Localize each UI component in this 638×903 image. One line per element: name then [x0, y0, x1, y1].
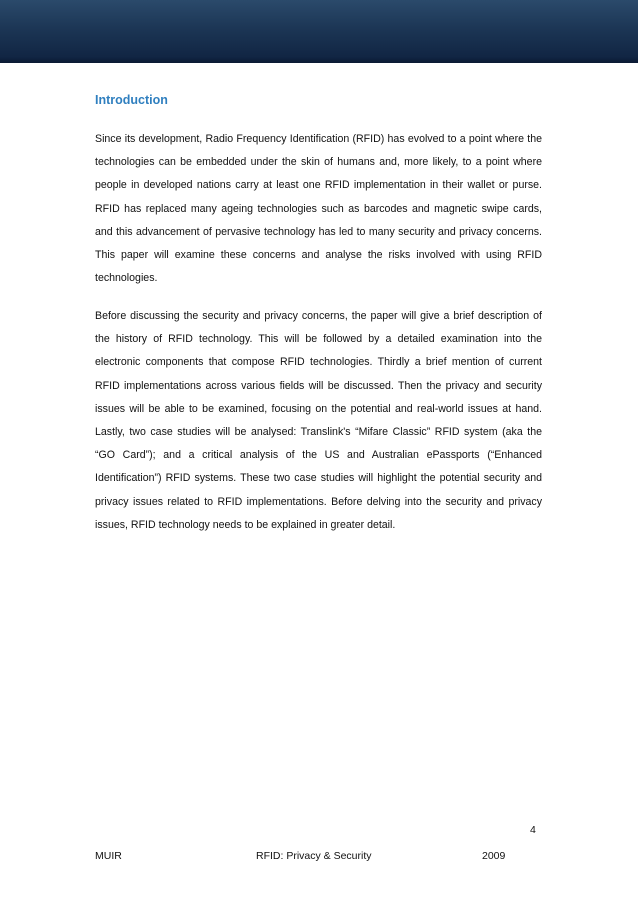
section-heading: Introduction — [95, 93, 168, 107]
intro-paragraph-1: Since its development, Radio Frequency Identification (RFID) has evolved to a point where the technologies can be embedded under the skin of humans and, more likely, to a point where people in developed nations carry at least one RFID implementation in their wallet or purse. RFID has replaced many ageing technologies such as barcodes and magnetic swipe cards, and this advancement of pervasive technology has led to many security and privacy concerns. This paper will examine these concerns and analyse the risks involved with using RFID technologies. — [95, 133, 542, 285]
footer-year: 2009 — [482, 850, 506, 862]
header-band — [0, 0, 638, 63]
footer-title: RFID: Privacy & Security — [256, 850, 372, 862]
intro-paragraph-2: Before discussing the security and privacy concerns, the paper will give a brief description of the history of RFID technology. This will be followed by a detailed examination into the electronic components that compose RFID technologies. Thirdly a brief mention of current RFID implementations across various fields will be discussed. Then the privacy and security issues will be able to be examined, focusing on the potential and real-world issues at hand. Lastly, two case studies will be analysed: Translink's “Mifare Classic” RFID system (aka the “GO Card”); and a critical analysis of the US and Australian ePassports (“Enhanced Identification”) RFID systems. These two case studies will highlight the potential security and privacy issues related to RFID implementations. Before delving into the security and privacy issues, RFID technology needs to be explained in greater detail. — [95, 310, 542, 531]
page-number: 4 — [530, 824, 536, 836]
footer-author: MUIR — [95, 850, 122, 862]
